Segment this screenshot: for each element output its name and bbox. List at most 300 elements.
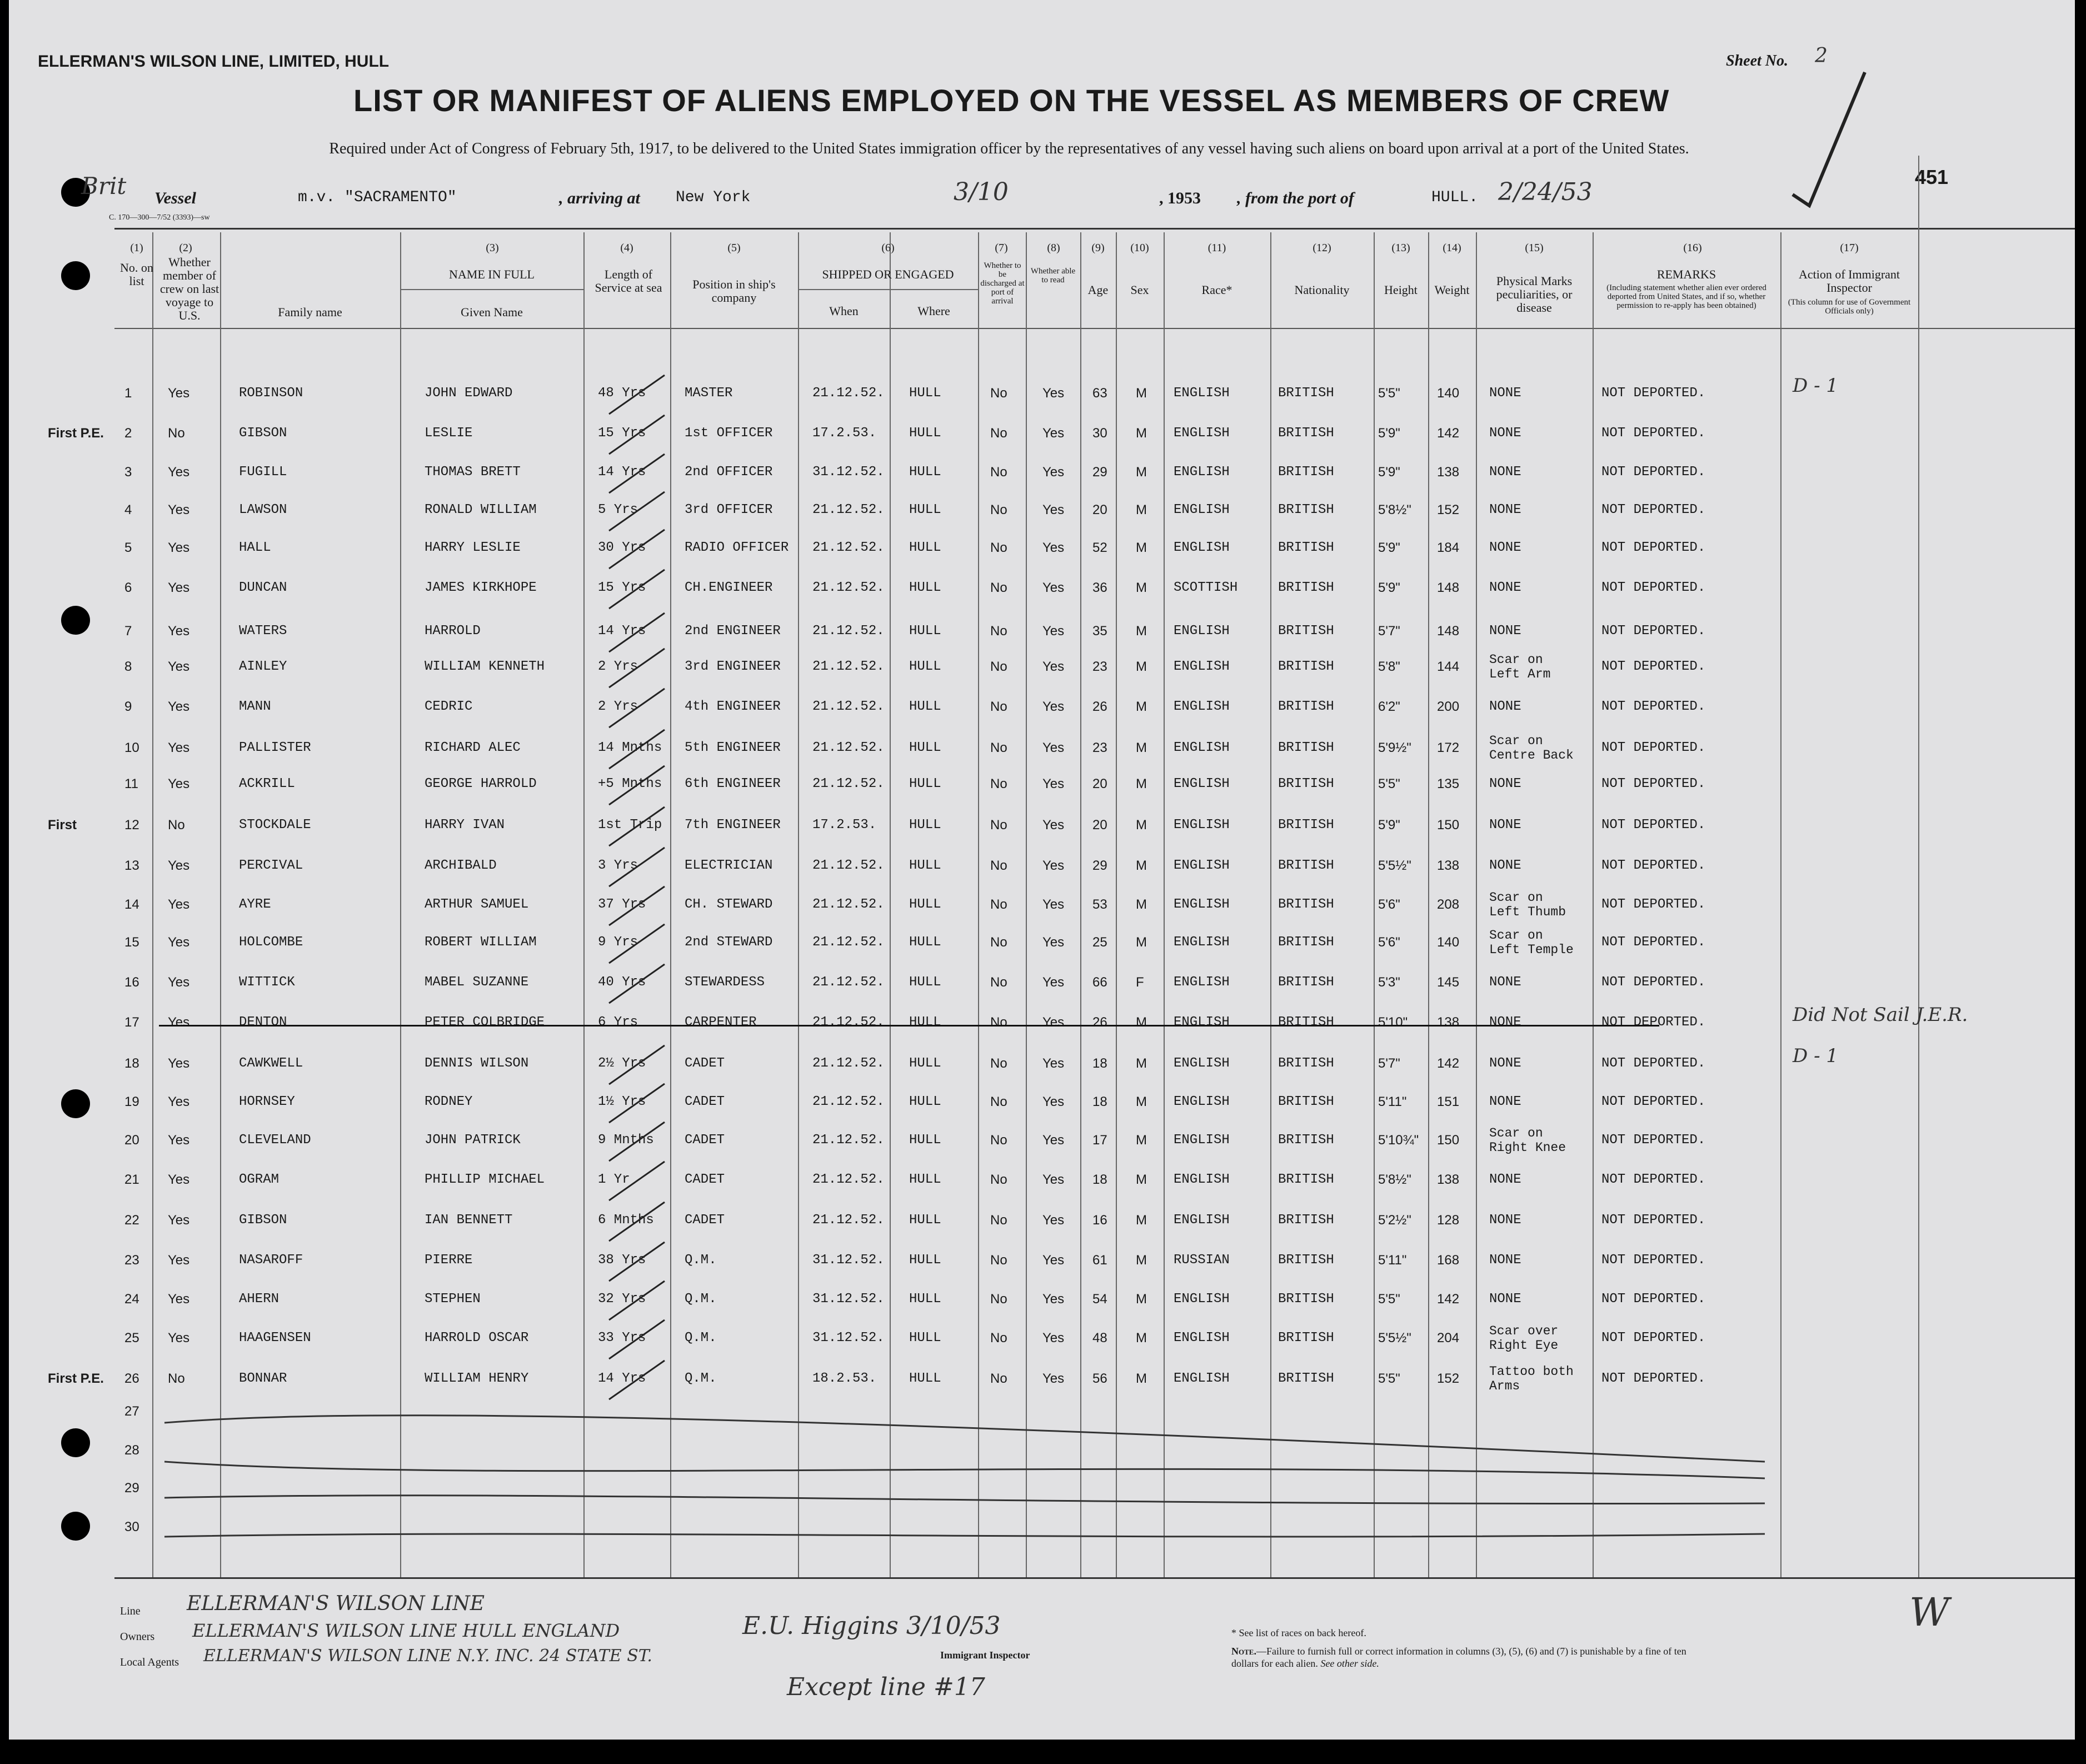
agents-value: ELLERMAN'S WILSON LINE N.Y. INC. 24 STATE ST.: [203, 1646, 652, 1666]
row-last-voyage: No: [168, 1371, 185, 1386]
row-weight: 152: [1437, 502, 1460, 517]
row-sex: M: [1136, 1253, 1147, 1268]
row-service: 1 Yr: [598, 1172, 630, 1187]
column-number: (12): [1313, 242, 1331, 254]
row-remarks: NOT DEPORTED.: [1601, 1292, 1706, 1307]
column-number: (16): [1683, 242, 1702, 254]
row-able-to-read: Yes: [1042, 1015, 1065, 1030]
row-physical-marks: Tattoo both Arms: [1489, 1364, 1574, 1393]
row-position: 7th ENGINEER: [685, 818, 781, 833]
row-height: 5'7": [1378, 1056, 1400, 1071]
row-race: ENGLISH: [1174, 1172, 1230, 1187]
hdr-remarks: REMARKS: [1656, 267, 1716, 281]
row-age: 23: [1092, 740, 1107, 755]
row-action: Did Not Sail J.E.R.: [1793, 1004, 1968, 1026]
row-sex: M: [1136, 1213, 1147, 1228]
row-physical-marks: NONE: [1489, 975, 1521, 990]
row-number: 2: [124, 426, 132, 441]
row-remarks: NOT DEPORTED.: [1601, 1133, 1706, 1148]
row-age: 25: [1092, 935, 1107, 950]
row-age: 16: [1092, 1213, 1107, 1228]
row-age: 18: [1092, 1094, 1107, 1109]
row-sex: M: [1136, 540, 1147, 555]
row-physical-marks: NONE: [1489, 1056, 1521, 1071]
column-number: (8): [1047, 242, 1060, 254]
row-shipped-where: HULL: [909, 740, 941, 755]
row-nationality: BRITISH: [1278, 1015, 1334, 1030]
cancel-scribble-lines: [153, 1401, 1820, 1567]
row-service: 15 Yrs: [598, 426, 646, 441]
row-nationality: BRITISH: [1278, 897, 1334, 912]
form-code: C. 170—300—7/52 (3393)—sw: [109, 213, 210, 222]
row-remarks: NOT DEPORTED.: [1601, 580, 1706, 595]
row-height: 5'5": [1378, 1292, 1400, 1307]
row-sex: M: [1136, 465, 1147, 480]
row-race: ENGLISH: [1174, 1056, 1230, 1071]
row-given-name: RICHARD ALEC: [425, 740, 521, 755]
row-discharged: No: [990, 1253, 1007, 1268]
row-discharged: No: [990, 426, 1007, 441]
row-physical-marks: NONE: [1489, 502, 1521, 517]
row-remarks: NOT DEPORTED.: [1601, 465, 1706, 480]
row-last-voyage: Yes: [168, 935, 190, 950]
row-nationality: BRITISH: [1278, 624, 1334, 639]
row-remarks: NOT DEPORTED.: [1601, 1253, 1706, 1268]
row-age: 23: [1092, 659, 1107, 674]
row-able-to-read: Yes: [1042, 897, 1065, 912]
row-height: 5'8½": [1378, 502, 1411, 517]
shipped-subheader-line: [798, 289, 978, 290]
row-weight: 148: [1437, 624, 1460, 639]
column-number: (6): [881, 242, 895, 254]
row-family-name: STOCKDALE: [239, 818, 311, 833]
hdr-weight: Weight: [1434, 283, 1470, 297]
corner-mark: W: [1909, 1589, 1949, 1635]
row-age: 20: [1092, 502, 1107, 517]
row-number: 3: [124, 465, 132, 480]
row-nationality: BRITISH: [1278, 426, 1334, 441]
row-remarks: NOT DEPORTED.: [1601, 1331, 1706, 1346]
row-physical-marks: Scar on Right Knee: [1489, 1126, 1566, 1155]
row-discharged: No: [990, 935, 1007, 950]
row-physical-marks: Scar on Centre Back: [1489, 734, 1574, 763]
row-last-voyage: Yes: [168, 659, 190, 674]
column-number: (13): [1391, 242, 1410, 254]
row-service: 5 Yrs: [598, 502, 638, 517]
row-height: 5'9": [1378, 426, 1400, 441]
service-check-slash: [603, 567, 670, 611]
row-shipped-when: 31.12.52.: [812, 1331, 885, 1346]
row-nationality: BRITISH: [1278, 975, 1334, 990]
row-race: ENGLISH: [1174, 1213, 1230, 1228]
row-position: 3rd ENGINEER: [685, 659, 781, 674]
punch-hole: [61, 261, 90, 290]
row-age: 17: [1092, 1133, 1107, 1148]
row-service: 1½ Yrs: [598, 1094, 646, 1109]
row-shipped-where: HULL: [909, 624, 941, 639]
row-able-to-read: Yes: [1042, 1331, 1065, 1346]
row-physical-marks: Scar on Left Thumb: [1489, 890, 1566, 919]
row-physical-marks: Scar on Left Temple: [1489, 928, 1574, 957]
row-given-name: MABEL SUZANNE: [425, 975, 529, 990]
arriving-label: , arriving at: [559, 189, 640, 207]
row-age: 30: [1092, 426, 1107, 441]
row-shipped-when: 21.12.52.: [812, 858, 885, 873]
row-discharged: No: [990, 580, 1007, 595]
row-number: 22: [124, 1213, 139, 1228]
hdr-discharged: Whether to be discharged at port of arrival: [980, 261, 1025, 306]
row-race: ENGLISH: [1174, 426, 1230, 441]
row-able-to-read: Yes: [1042, 624, 1065, 639]
owners-label: Owners: [120, 1631, 155, 1643]
line-label: Line: [120, 1605, 141, 1617]
column-number: (2): [179, 242, 192, 254]
hdr-able-to-read: Whether able to read: [1030, 267, 1076, 285]
row-position: CH. STEWARD: [685, 897, 773, 912]
row-discharged: No: [990, 776, 1007, 791]
row-given-name: CEDRIC: [425, 699, 473, 714]
row-remarks: NOT DEPORTED.: [1601, 935, 1706, 950]
row-age: 29: [1092, 858, 1107, 873]
row-nationality: BRITISH: [1278, 858, 1334, 873]
row-family-name: AINLEY: [239, 659, 287, 674]
row-race: RUSSIAN: [1174, 1253, 1230, 1268]
row-last-voyage: Yes: [168, 858, 190, 873]
row-number: 26: [124, 1371, 139, 1386]
row-given-name: ROBERT WILLIAM: [425, 935, 537, 950]
row-sex: M: [1136, 935, 1147, 950]
row-nationality: BRITISH: [1278, 386, 1334, 401]
row-physical-marks: NONE: [1489, 465, 1521, 480]
row-family-name: MANN: [239, 699, 271, 714]
punch-hole: [61, 1512, 90, 1541]
row-position: Q.M.: [685, 1292, 717, 1307]
row-age: 36: [1092, 580, 1107, 595]
arriving-port: New York: [676, 189, 751, 206]
column-number: (10): [1130, 242, 1149, 254]
service-check-slash: [603, 1239, 670, 1284]
row-given-name: JOHN EDWARD: [425, 386, 513, 401]
row-number: 7: [124, 624, 132, 639]
row-service: 32 Yrs: [598, 1292, 646, 1307]
row-sex: M: [1136, 580, 1147, 595]
service-check-slash: [603, 845, 670, 889]
row-shipped-where: HULL: [909, 659, 941, 674]
row-last-voyage: Yes: [168, 1056, 190, 1071]
row-able-to-read: Yes: [1042, 858, 1065, 873]
row-position: 2nd OFFICER: [685, 465, 773, 480]
row-last-voyage: No: [168, 426, 185, 441]
row-age: 35: [1092, 624, 1107, 639]
col-divider: [400, 232, 401, 1577]
row-last-voyage: Yes: [168, 386, 190, 401]
row-shipped-where: HULL: [909, 1292, 941, 1307]
row-shipped-when: 21.12.52.: [812, 502, 885, 517]
hdr-no-on-list: No. on list: [120, 261, 153, 288]
see-other-side: See other side.: [1320, 1658, 1379, 1669]
sheet-number: 2: [1815, 44, 1828, 67]
row-position: CADET: [685, 1172, 725, 1187]
service-check-slash: [603, 921, 670, 966]
row-position: CADET: [685, 1094, 725, 1109]
row-discharged: No: [990, 818, 1007, 833]
row-remarks: NOT DEPORTED.: [1601, 1371, 1706, 1386]
row-height: 5'9½": [1378, 740, 1411, 755]
row-shipped-where: HULL: [909, 465, 941, 480]
row-sex: M: [1136, 1133, 1147, 1148]
row-physical-marks: Scar over Right Eye: [1489, 1324, 1559, 1353]
row-discharged: No: [990, 502, 1007, 517]
row-sex: M: [1136, 624, 1147, 639]
row-position: CADET: [685, 1133, 725, 1148]
row-sex: M: [1136, 426, 1147, 441]
row-sex: M: [1136, 776, 1147, 791]
row-nationality: BRITISH: [1278, 659, 1334, 674]
row-position: CADET: [685, 1056, 725, 1071]
col-divider: [220, 232, 221, 1577]
row-service: 3 Yrs: [598, 858, 638, 873]
row-weight: 142: [1437, 426, 1460, 441]
row-discharged: No: [990, 465, 1007, 480]
row-race: ENGLISH: [1174, 858, 1230, 873]
punch-hole: [61, 1428, 90, 1457]
col-divider: [1476, 232, 1477, 1577]
row-service: 33 Yrs: [598, 1331, 646, 1346]
hdr-action-inspector: Action of Immigrant Inspector: [1798, 267, 1900, 295]
departure-date: 2/24/53: [1498, 178, 1593, 206]
punch-hole: [61, 1089, 90, 1118]
row-physical-marks: NONE: [1489, 1094, 1521, 1109]
row-age: 52: [1092, 540, 1107, 555]
row-age: 18: [1092, 1172, 1107, 1187]
row-family-name: HOLCOMBE: [239, 935, 303, 950]
row-weight: 138: [1437, 465, 1460, 480]
row-sex: M: [1136, 502, 1147, 517]
empty-row-number: 29: [124, 1481, 139, 1496]
row-race: ENGLISH: [1174, 1015, 1230, 1030]
row-family-name: ROBINSON: [239, 386, 303, 401]
row-remarks: NOT DEPORTED.: [1601, 502, 1706, 517]
company-name: ELLERMAN'S WILSON LINE, LIMITED, HULL: [38, 52, 390, 71]
hdr-race: Race*: [1201, 283, 1232, 297]
row-physical-marks: NONE: [1489, 1172, 1521, 1187]
row-discharged: No: [990, 897, 1007, 912]
row-shipped-when: 21.12.52.: [812, 740, 885, 755]
row-family-name: AYRE: [239, 897, 271, 912]
col-divider: [1780, 232, 1781, 1577]
row-last-voyage: Yes: [168, 1253, 190, 1268]
row-nationality: BRITISH: [1278, 1056, 1334, 1071]
hdr-age: Age: [1087, 283, 1109, 297]
row-physical-marks: NONE: [1489, 776, 1521, 791]
row-sex: M: [1136, 1172, 1147, 1187]
row-margin-note: First P.E.: [48, 1371, 104, 1386]
row-number: 1: [124, 386, 132, 401]
row-nationality: BRITISH: [1278, 699, 1334, 714]
row-race: ENGLISH: [1174, 699, 1230, 714]
row-shipped-when: 21.12.52.: [812, 659, 885, 674]
row-height: 5'9": [1378, 580, 1400, 595]
row-remarks: NOT DEPORTED.: [1601, 818, 1706, 833]
row-number: 5: [124, 540, 132, 555]
row-remarks: NOT DEPORTED.: [1601, 426, 1706, 441]
row-sex: M: [1136, 1056, 1147, 1071]
row-race: ENGLISH: [1174, 386, 1230, 401]
name-subheader-line: [400, 289, 583, 290]
row-shipped-when: 21.12.52.: [812, 1213, 885, 1228]
row-height: 5'11": [1378, 1253, 1407, 1268]
except-note: Except line #17: [787, 1673, 985, 1701]
col-divider: [1428, 232, 1429, 1577]
col-divider: [1374, 232, 1375, 1577]
row-nationality: BRITISH: [1278, 502, 1334, 517]
row-race: SCOTTISH: [1174, 580, 1238, 595]
row-physical-marks: NONE: [1489, 818, 1521, 833]
row-able-to-read: Yes: [1042, 1056, 1065, 1071]
column-number: (7): [995, 242, 1008, 254]
row-number: 14: [124, 897, 139, 912]
row-weight: 138: [1437, 1015, 1460, 1030]
row-height: 5'7": [1378, 624, 1400, 639]
row-weight: 150: [1437, 818, 1460, 833]
row-able-to-read: Yes: [1042, 1213, 1065, 1228]
row-family-name: BONNAR: [239, 1371, 287, 1386]
from-port-label: , from the port of: [1237, 189, 1354, 207]
row-given-name: WILLIAM KENNETH: [425, 659, 545, 674]
row-position: STEWARDESS: [685, 975, 765, 990]
row-family-name: CAWKWELL: [239, 1056, 303, 1071]
column-number: (9): [1091, 242, 1105, 254]
empty-row-number: 30: [124, 1519, 139, 1534]
col-divider: [152, 232, 153, 1577]
row-sex: M: [1136, 1331, 1147, 1346]
row-nationality: BRITISH: [1278, 1213, 1334, 1228]
column-number: (1): [130, 242, 143, 254]
row-able-to-read: Yes: [1042, 659, 1065, 674]
row-last-voyage: Yes: [168, 624, 190, 639]
row-last-voyage: Yes: [168, 699, 190, 714]
row-shipped-when: 21.12.52.: [812, 386, 885, 401]
row-given-name: ARTHUR SAMUEL: [425, 897, 529, 912]
hdr-when: When: [829, 304, 859, 318]
hdr-position: Position in ship's company: [692, 277, 776, 305]
row-weight: 152: [1437, 1371, 1460, 1386]
row-physical-marks: NONE: [1489, 1015, 1521, 1030]
row-given-name: WILLIAM HENRY: [425, 1371, 529, 1386]
service-check-slash: [603, 1043, 670, 1087]
hdr-length-of-service: Length of Service at sea: [595, 267, 662, 295]
inspector-label: Immigrant Inspector: [940, 1650, 1030, 1661]
row-last-voyage: Yes: [168, 1133, 190, 1148]
service-check-slash: [603, 412, 670, 457]
row-age: 61: [1092, 1253, 1107, 1268]
row-number: 8: [124, 659, 132, 674]
row-nationality: BRITISH: [1278, 465, 1334, 480]
column-number: (5): [727, 242, 741, 254]
row-height: 5'6": [1378, 897, 1400, 912]
row-position: ELECTRICIAN: [685, 858, 773, 873]
row-age: 54: [1092, 1292, 1107, 1307]
service-check-slash: [603, 1081, 670, 1125]
row-discharged: No: [990, 540, 1007, 555]
row-shipped-when: 17.2.53.: [812, 426, 877, 441]
row-number: 19: [124, 1094, 139, 1109]
service-check-slash: [603, 527, 670, 571]
col-divider: [890, 232, 891, 1577]
row-remarks: NOT DEPORTED.: [1601, 624, 1706, 639]
row-race: ENGLISH: [1174, 740, 1230, 755]
row-race: ENGLISH: [1174, 776, 1230, 791]
row-weight: 151: [1437, 1094, 1460, 1109]
row-sex: M: [1136, 818, 1147, 833]
sheet-label: Sheet No.: [1726, 52, 1788, 69]
row-able-to-read: Yes: [1042, 975, 1065, 990]
row-discharged: No: [990, 740, 1007, 755]
row-position: 1st OFFICER: [685, 426, 773, 441]
row-given-name: STEPHEN: [425, 1292, 481, 1307]
row-service: 1st Trip: [598, 818, 662, 833]
row-last-voyage: Yes: [168, 1094, 190, 1109]
row-shipped-where: HULL: [909, 975, 941, 990]
row-shipped-when: 21.12.52.: [812, 580, 885, 595]
service-check-slash: [603, 686, 670, 730]
races-note: * See list of races on back hereof.: [1231, 1627, 1366, 1638]
vessel-name: m.v. "SACRAMENTO": [298, 189, 457, 206]
row-position: 2nd STEWARD: [685, 935, 773, 950]
row-race: ENGLISH: [1174, 540, 1230, 555]
handwritten-brit: Brit: [81, 172, 127, 200]
row-shipped-when: 21.12.52.: [812, 975, 885, 990]
row-family-name: AHERN: [239, 1292, 280, 1307]
col-divider: [1116, 232, 1117, 1577]
row-service: 2 Yrs: [598, 699, 638, 714]
row-weight: 140: [1437, 935, 1460, 950]
row-race: ENGLISH: [1174, 502, 1230, 517]
row-height: 6'2": [1378, 699, 1400, 714]
row-number: 4: [124, 502, 132, 517]
hdr-last-voyage: Whether member of crew on last voyage to U.S.: [159, 255, 219, 322]
row-shipped-when: 21.12.52.: [812, 897, 885, 912]
row-given-name: IAN BENNETT: [425, 1213, 513, 1228]
table-bottom-border: [114, 1577, 2075, 1579]
row-given-name: ARCHIBALD: [425, 858, 497, 873]
row-shipped-where: HULL: [909, 540, 941, 555]
row-sex: F: [1136, 975, 1144, 990]
row-age: 18: [1092, 1056, 1107, 1071]
row-last-voyage: Yes: [168, 776, 190, 791]
row-nationality: BRITISH: [1278, 1133, 1334, 1148]
row-given-name: LESLIE: [425, 426, 473, 441]
hdr-height: Height: [1384, 283, 1418, 297]
row-race: ENGLISH: [1174, 624, 1230, 639]
col-divider: [978, 232, 979, 1577]
row-position: Q.M.: [685, 1371, 717, 1386]
row-last-voyage: Yes: [168, 975, 190, 990]
row-service: 2½ Yrs: [598, 1056, 646, 1071]
row-nationality: BRITISH: [1278, 1253, 1334, 1268]
service-check-slash: [603, 646, 670, 690]
row-sex: M: [1136, 699, 1147, 714]
row-weight: 148: [1437, 580, 1460, 595]
col-divider: [583, 232, 585, 1577]
row-number: 24: [124, 1292, 139, 1307]
row-height: 5'8½": [1378, 1172, 1411, 1187]
hdr-action-note: (This column for use of Government Officials only): [1788, 298, 1911, 316]
row-action: D - 1: [1793, 1045, 1838, 1067]
row-discharged: No: [990, 1056, 1007, 1071]
col-divider: [1593, 232, 1594, 1577]
row-able-to-read: Yes: [1042, 580, 1065, 595]
